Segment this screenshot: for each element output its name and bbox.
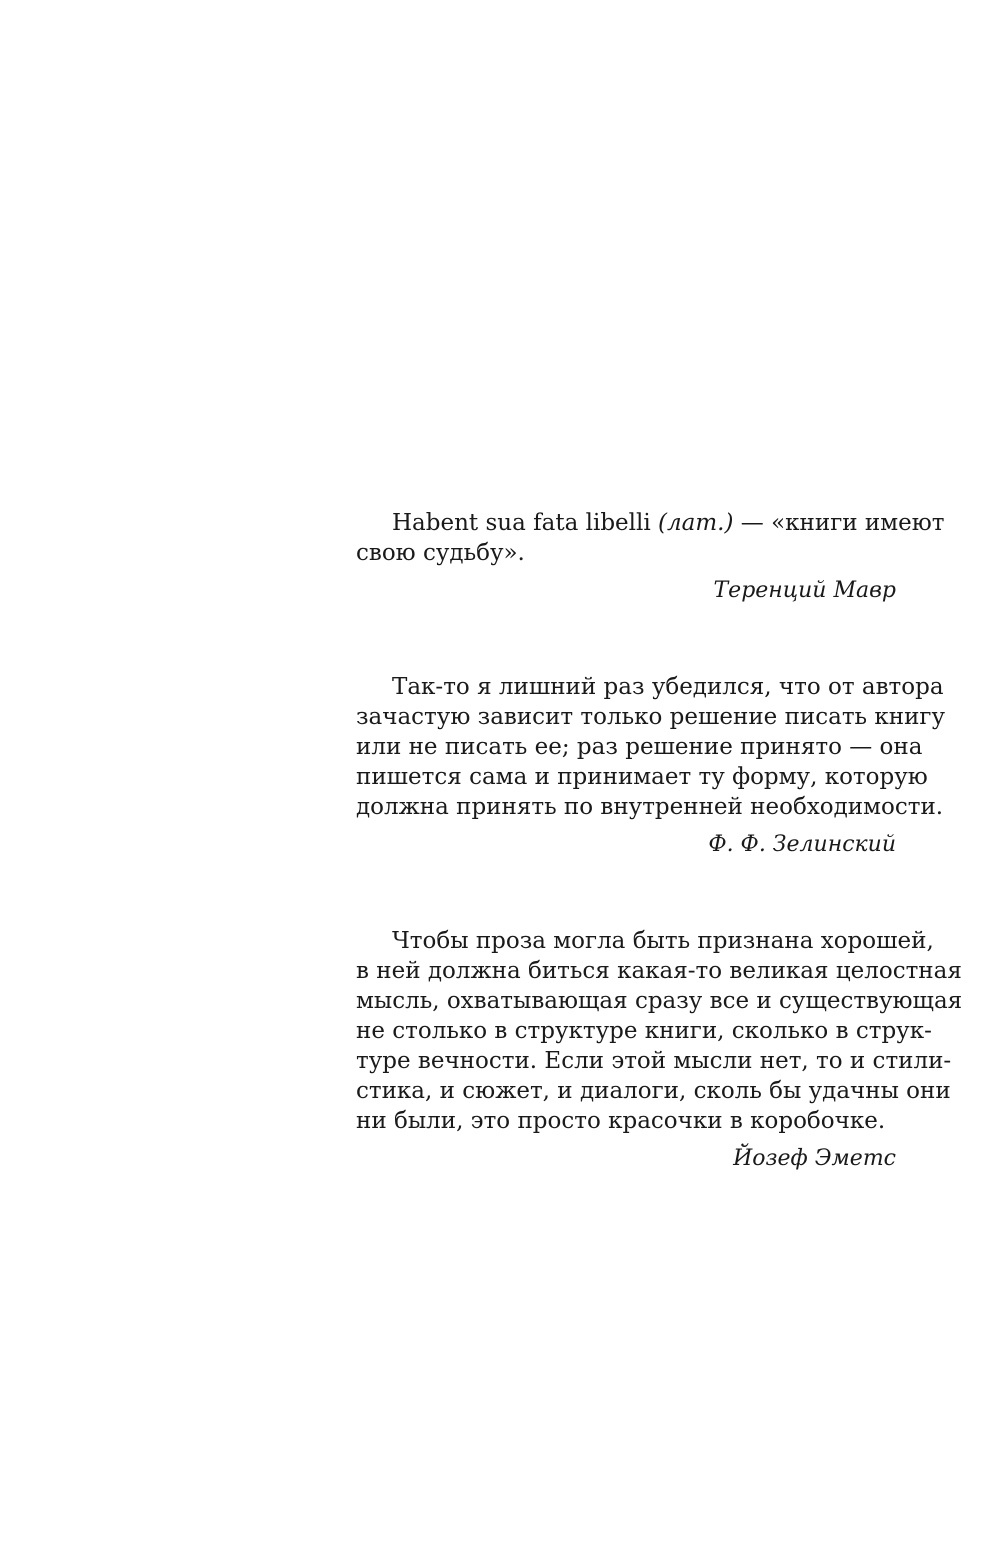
epigraph-3-line-6: стика, и сюжет, и диалоги, сколь бы удачны они bbox=[356, 1078, 951, 1104]
epigraph-3-line-7: ни были, это просто красочки в коробочке. bbox=[356, 1108, 886, 1134]
epigraph-3-line-2: в ней должна биться какая-то великая целостная bbox=[356, 958, 962, 984]
epigraph-2-line-4: пишется сама и принимает ту форму, которую bbox=[356, 764, 928, 790]
spacer bbox=[356, 860, 896, 926]
epigraph-3-line-4: не столько в структуре книги, сколько в струк- bbox=[356, 1018, 932, 1044]
epigraph-1-author: Теренций Мавр bbox=[713, 578, 896, 603]
epigraph-3-line-5: туре вечности. Если этой мысли нет, то и стили- bbox=[356, 1048, 952, 1074]
epigraph-2-line-3: или не писать ее; раз решение принято — она bbox=[356, 734, 923, 760]
language-note: (лат.) bbox=[658, 510, 734, 536]
epigraph-2-line-2: зачастую зависит только решение писать книгу bbox=[356, 704, 946, 730]
spacer bbox=[356, 606, 896, 672]
epigraph-3-author: Йозеф Эметс bbox=[733, 1146, 896, 1171]
epigraph-3-line-3: мысль, охватывающая сразу все и существующая bbox=[356, 988, 963, 1014]
epigraph-2-author: Ф. Ф. Зелинский bbox=[708, 832, 896, 857]
epigraph-1-line-1: Habent sua fata libelli (лат.) — «книги имеют bbox=[392, 510, 945, 536]
epigraph-2-line-5: должна принять по внутренней необходимости. bbox=[356, 794, 944, 820]
epigraph-3-line-1: Чтобы проза могла быть признана хорошей, bbox=[392, 928, 934, 954]
epigraph-1 bbox=[356, 508, 945, 606]
epigraph-1-line-2: свою судьбу». bbox=[356, 540, 525, 566]
epigraph-2-line-1: Так-то я лишний раз убедился, что от автора bbox=[392, 674, 944, 700]
epigraphs-block bbox=[356, 508, 963, 1174]
epigraph-2 bbox=[356, 672, 946, 860]
epigraph-3 bbox=[356, 926, 963, 1174]
